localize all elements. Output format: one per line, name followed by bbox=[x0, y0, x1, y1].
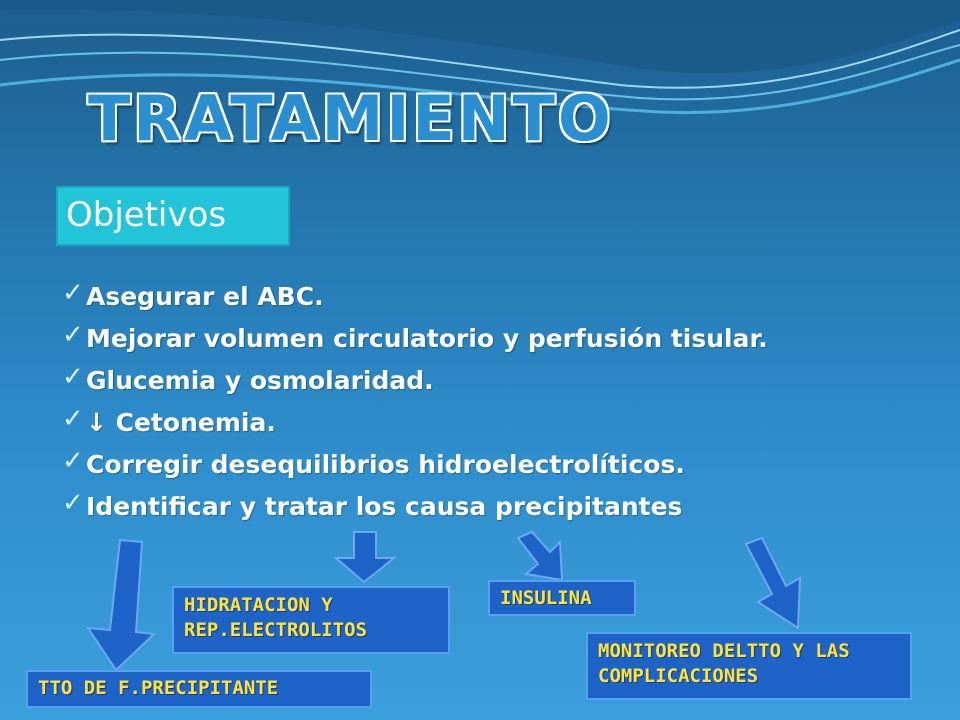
list-item bbox=[62, 278, 768, 320]
list-item bbox=[62, 404, 768, 446]
check-icon: ✓ bbox=[62, 488, 84, 518]
list-item bbox=[62, 320, 768, 362]
arrow-down-icon bbox=[742, 536, 808, 630]
bullet-text: Glucemia y osmolaridad. bbox=[86, 366, 434, 395]
objectives-list bbox=[62, 278, 768, 530]
bullet-text: ↓ Cetonemia. bbox=[86, 408, 276, 437]
tto-box: TTO DE F.PRECIPITANTE bbox=[26, 670, 372, 708]
check-icon: ✓ bbox=[62, 446, 84, 476]
monitoreo-box: MONITOREO DELTTO Y LAS COMPLICACIONES bbox=[586, 632, 912, 700]
bullet-text: Corregir desequilibrios hidroelectrolíticos. bbox=[86, 450, 685, 479]
check-icon: ✓ bbox=[62, 320, 84, 350]
slide-title: TRATAMIENTO bbox=[88, 82, 614, 155]
bullet-text: Identificar y tratar los causa precipitantes bbox=[86, 492, 683, 521]
check-icon: ✓ bbox=[62, 404, 84, 434]
objectives-label: Objetivos bbox=[66, 195, 227, 235]
check-icon: ✓ bbox=[62, 278, 84, 308]
list-item bbox=[62, 446, 768, 488]
objectives-box bbox=[56, 186, 290, 246]
insulina-box: INSULINA bbox=[488, 580, 636, 616]
check-icon: ✓ bbox=[62, 362, 84, 392]
arrow-down-icon bbox=[514, 530, 574, 582]
list-item bbox=[62, 362, 768, 404]
arrow-down-icon bbox=[334, 530, 404, 584]
list-item bbox=[62, 488, 768, 530]
hidratacion-box: HIDRATACION Y REP.ELECTROLITOS bbox=[172, 586, 450, 654]
bullet-text: Asegurar el ABC. bbox=[86, 282, 324, 311]
bullet-text: Mejorar volumen circulatorio y perfusión tisular. bbox=[86, 324, 768, 353]
arrow-down-icon bbox=[82, 536, 162, 672]
